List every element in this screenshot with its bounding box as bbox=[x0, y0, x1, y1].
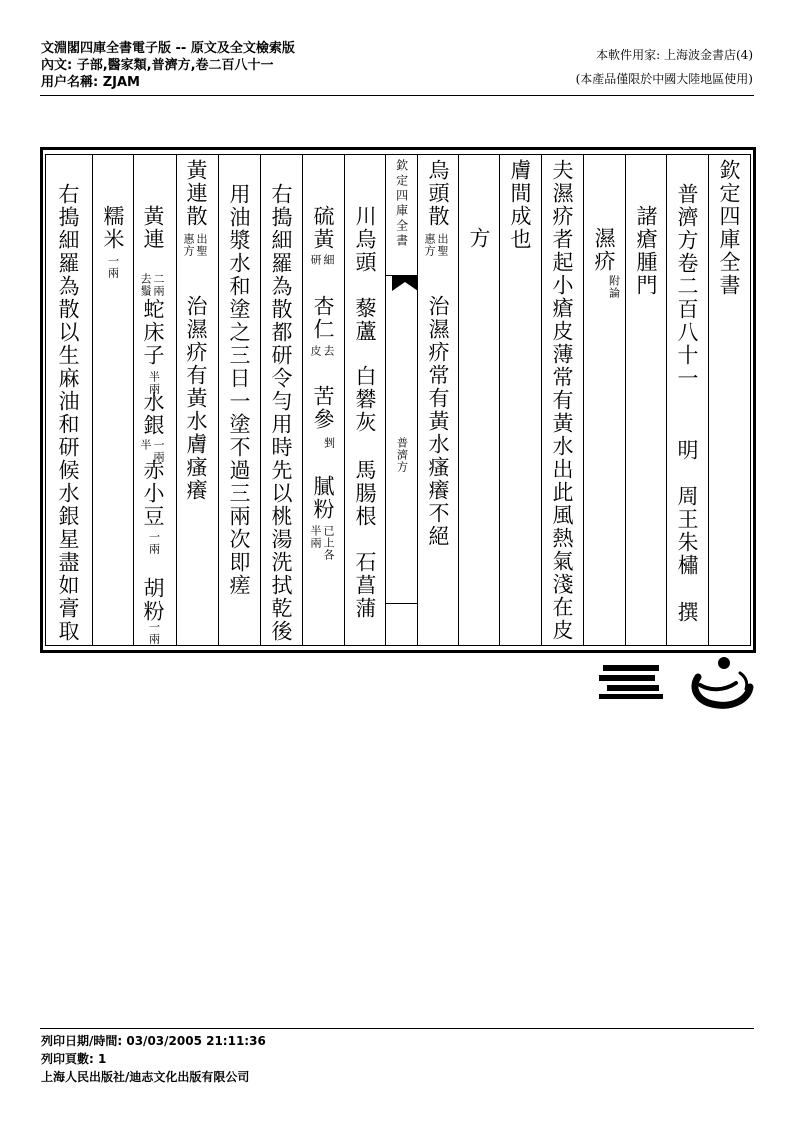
prescription-name: 烏頭散 bbox=[426, 159, 450, 228]
brush-circle-logo bbox=[688, 655, 754, 710]
ingredient: 赤小豆 bbox=[141, 459, 165, 528]
text-column-5 bbox=[541, 155, 583, 645]
note-right: 一兩 bbox=[152, 439, 165, 463]
text-column-13 bbox=[218, 155, 260, 645]
author-dynasty: 明 bbox=[675, 439, 699, 462]
ingredient-note bbox=[310, 525, 334, 561]
center-column bbox=[385, 155, 417, 645]
column-text: 夫濕疥者起小瘡皮薄常有黃水出此風熱氣淺在皮 bbox=[550, 159, 574, 642]
note-left: 惠方 bbox=[182, 233, 195, 257]
author-role: 撰 bbox=[675, 601, 699, 624]
chapter-title: 諸瘡腫門 bbox=[634, 205, 658, 297]
fishtail-mark-icon bbox=[392, 275, 418, 291]
header-info bbox=[41, 40, 295, 91]
ingredient: 胡粉 bbox=[141, 577, 165, 623]
note-right: 出聖 bbox=[436, 233, 449, 257]
center-book-title: 欽定四庫全書 bbox=[394, 159, 409, 249]
ingredient: 藜蘆 bbox=[353, 297, 377, 343]
ingredient-note: 一兩 bbox=[147, 531, 161, 555]
ingredient: 水銀 bbox=[141, 391, 165, 437]
ingredient: 硫黃 bbox=[311, 205, 335, 251]
note-left: 皮 bbox=[309, 345, 322, 357]
text-column-2 bbox=[666, 155, 708, 645]
text-column-7 bbox=[458, 155, 499, 645]
header-username: 用户名稱: ZJAM bbox=[41, 75, 140, 90]
text-column-14 bbox=[176, 155, 218, 645]
text-column-15 bbox=[133, 155, 176, 645]
prescription-name: 黃連散 bbox=[184, 159, 208, 228]
page-frame bbox=[40, 147, 756, 653]
ingredient: 石菖蒲 bbox=[353, 551, 377, 620]
ingredient-note bbox=[310, 345, 334, 357]
ingredient: 苦參 bbox=[311, 385, 335, 431]
note-left: 去鬚 bbox=[139, 273, 152, 297]
column-text: 用油漿水和塗之三日一塗不過三兩次即瘥 bbox=[227, 183, 251, 597]
note-left: 研 bbox=[309, 254, 322, 266]
ingredient-note: 半兩 bbox=[147, 371, 161, 395]
column-text: 右搗細羅為散以生麻油和研候水銀星盡如膏取 bbox=[56, 183, 80, 643]
header-content-path: 內文: 子部,醫家類,普濟方,卷二百八十一 bbox=[41, 58, 274, 73]
source-note bbox=[183, 233, 207, 257]
ingredient: 黃連 bbox=[141, 205, 165, 251]
volume-title: 普濟方卷二百八十一 bbox=[675, 183, 699, 390]
note-left: 半 bbox=[139, 439, 152, 451]
footer-info bbox=[41, 1032, 266, 1086]
center-divider-bottom bbox=[386, 603, 417, 604]
section-title: 濕疥 bbox=[592, 227, 616, 273]
column-text: 治濕疥有黃水膚瘙癢 bbox=[184, 295, 208, 502]
source-note bbox=[424, 233, 448, 257]
page-inner-border bbox=[45, 154, 751, 646]
note-left: 惠方 bbox=[423, 233, 436, 257]
text-column-4 bbox=[583, 155, 625, 645]
text-column-11 bbox=[302, 155, 344, 645]
book-title: 欽定四庫全書 bbox=[717, 159, 741, 297]
publisher: 上海人民出版社/迪志文化出版有限公司 bbox=[41, 1070, 250, 1084]
text-column-3 bbox=[625, 155, 666, 645]
ingredient: 杏仁 bbox=[311, 295, 335, 341]
section-note: 附論 bbox=[607, 275, 621, 299]
header-region-note: (本產品僅限於中國大陸地區使用) bbox=[575, 72, 753, 86]
print-pages: 列印頁數: 1 bbox=[41, 1052, 107, 1066]
ingredient-note: 一兩 bbox=[147, 621, 161, 645]
print-datetime: 列印日期/時間: 03/03/2005 21:11:36 bbox=[41, 1034, 266, 1048]
note-right: 細 bbox=[322, 254, 335, 266]
ingredient: 蛇床子 bbox=[141, 298, 165, 367]
ingredient: 膩粉 bbox=[311, 475, 335, 521]
ingredient-note bbox=[140, 273, 164, 297]
footer-divider bbox=[40, 1028, 754, 1029]
text-column-6 bbox=[499, 155, 541, 645]
column-text: 右搗細羅為散都研令勻用時先以桃湯洗拭乾後 bbox=[269, 183, 293, 643]
column-text: 方 bbox=[467, 227, 491, 250]
text-column-17 bbox=[46, 155, 92, 645]
note-right: 出聖 bbox=[195, 233, 208, 257]
header-license bbox=[576, 43, 753, 91]
column-note: 一兩 bbox=[106, 255, 120, 279]
ingredient: 馬腸根 bbox=[353, 459, 377, 528]
column-text: 糯米 bbox=[101, 205, 125, 251]
center-section-title: 普濟方 bbox=[395, 437, 409, 473]
text-column-10 bbox=[344, 155, 385, 645]
center-divider-top bbox=[386, 275, 417, 276]
note-right: 已上各 bbox=[322, 525, 335, 561]
text-column-16 bbox=[92, 155, 133, 645]
column-text: 膚間成也 bbox=[508, 159, 532, 251]
text-column-1 bbox=[708, 155, 750, 645]
note-right: 二兩 bbox=[152, 273, 165, 297]
ingredient-note: 剉 bbox=[322, 437, 336, 449]
author-name: 周王朱橚 bbox=[675, 485, 699, 577]
ingredient: 川烏頭 bbox=[353, 205, 377, 274]
note-left: 半兩 bbox=[309, 525, 322, 549]
header-divider bbox=[40, 95, 754, 96]
ingredient-note bbox=[310, 254, 334, 266]
ingredient: 白礬灰 bbox=[353, 365, 377, 434]
text-column-8 bbox=[417, 155, 458, 645]
header-licensee: 本軟件用家: 上海波金書店(4) bbox=[596, 48, 753, 62]
note-right: 去 bbox=[322, 345, 335, 357]
stacked-bars-logo bbox=[597, 664, 665, 700]
header-title: 文淵閣四庫全書電子版 -- 原文及全文檢索版 bbox=[41, 41, 295, 56]
column-text: 治濕疥常有黃水瘙癢不絕 bbox=[426, 295, 450, 548]
text-column-12 bbox=[260, 155, 302, 645]
